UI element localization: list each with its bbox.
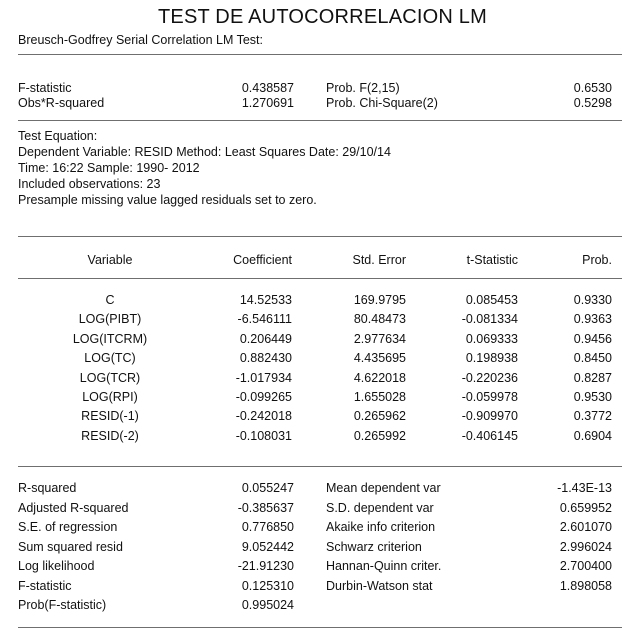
- summary-label: Akaike info criterion: [326, 520, 436, 534]
- table-row: [0, 331, 632, 347]
- summary-value: 0.055247: [241, 481, 294, 495]
- variable-name: LOG(TCR): [79, 370, 141, 385]
- summary-label: S.D. dependent var: [326, 500, 434, 515]
- prob-value: 0.9330: [573, 293, 612, 307]
- coefficient-value: -1.017934: [235, 370, 292, 385]
- summary-value: 1.898058: [559, 578, 612, 593]
- table-row: [0, 370, 632, 386]
- info-line: Dependent Variable: RESID Method: Least Squares Date: 29/10/14: [18, 145, 391, 159]
- coefficient-value: -6.546111: [237, 312, 292, 327]
- table-header: [0, 252, 632, 268]
- summary-value: -1.43E-13: [557, 481, 612, 495]
- std-error-value: 4.622018: [353, 370, 406, 385]
- variable-name: RESID(-2): [81, 428, 139, 443]
- summary-row: [0, 578, 632, 594]
- stat-label: Obs*R-squared: [18, 96, 105, 110]
- table-row: [0, 292, 632, 308]
- table-row: [0, 350, 632, 366]
- prob-value: 0.9530: [573, 390, 612, 404]
- summary-row: [0, 519, 632, 535]
- summary-label: S.E. of regression: [18, 520, 118, 534]
- summary-label: Schwarz criterion: [326, 539, 422, 554]
- summary-label: Adjusted R-squared: [18, 500, 129, 515]
- summary-label: Log likelihood: [18, 559, 95, 573]
- variable-name: RESID(-1): [81, 409, 139, 424]
- stat-value: 1.270691: [241, 96, 294, 110]
- summary-value: -21.91230: [237, 559, 294, 573]
- coefficient-value: -0.242018: [235, 409, 292, 424]
- summary-row: [0, 480, 632, 496]
- summary-label: F-statistic: [18, 578, 72, 593]
- summary-row: [0, 500, 632, 516]
- t-statistic-value: 0.198938: [465, 351, 518, 366]
- table-row: [0, 408, 632, 424]
- t-statistic-value: -0.220236: [461, 370, 518, 385]
- std-error-value: 4.435695: [353, 351, 406, 366]
- summary-label: Hannan-Quinn criter.: [326, 559, 442, 573]
- std-error-value: 0.265992: [353, 428, 406, 443]
- variable-name: LOG(PIBT): [78, 312, 142, 327]
- summary-value: 0.776850: [241, 520, 294, 534]
- summary-value: 0.995024: [241, 598, 294, 612]
- prob-value: 0.5298: [573, 96, 612, 110]
- divider: [18, 120, 622, 121]
- prob-value: 0.9456: [573, 331, 612, 346]
- info-line: Time: 16:22 Sample: 1990- 2012: [18, 161, 200, 175]
- stat-row-obs: [0, 95, 632, 111]
- std-error-value: 169.9795: [353, 293, 406, 307]
- summary-label: Mean dependent var: [326, 481, 441, 495]
- column-header: Prob.: [582, 253, 612, 267]
- summary-label: Durbin-Watson stat: [326, 578, 433, 593]
- std-error-value: 1.655028: [353, 390, 406, 404]
- coefficient-value: 0.882430: [239, 351, 292, 366]
- std-error-value: 2.977634: [353, 331, 406, 346]
- summary-row: [0, 597, 632, 613]
- summary-value: 2.700400: [559, 559, 612, 573]
- prob-value: 0.3772: [573, 409, 612, 424]
- summary-value: 9.052442: [241, 539, 294, 554]
- divider: [18, 627, 622, 628]
- t-statistic-value: -0.081334: [461, 312, 518, 327]
- table-row: [0, 428, 632, 444]
- prob-value: 0.8287: [573, 370, 612, 385]
- coefficient-value: -0.108031: [235, 428, 292, 443]
- prob-value: 0.6904: [573, 428, 612, 443]
- prob-label: Prob. Chi-Square(2): [326, 96, 438, 110]
- info-line: Test Equation:: [18, 129, 98, 143]
- prob-value: 0.9363: [573, 312, 612, 327]
- summary-label: Sum squared resid: [18, 539, 123, 554]
- prob-label: Prob. F(2,15): [326, 81, 400, 95]
- page-title: TEST DE AUTOCORRELACION LM: [158, 6, 487, 28]
- variable-name: C: [105, 293, 115, 307]
- prob-value: 0.6530: [573, 81, 612, 95]
- stat-value: 0.438587: [241, 81, 294, 95]
- std-error-value: 80.48473: [353, 312, 406, 327]
- test-subtitle: Breusch-Godfrey Serial Correlation LM Test:: [18, 33, 264, 47]
- coefficient-value: 14.52533: [239, 293, 292, 307]
- summary-value: -0.385637: [237, 500, 294, 515]
- table-row: [0, 389, 632, 405]
- variable-name: LOG(TC): [84, 351, 136, 366]
- summary-value: 0.659952: [559, 500, 612, 515]
- variable-name: LOG(RPI): [82, 390, 138, 404]
- summary-value: 0.125310: [241, 578, 294, 593]
- coefficient-value: 0.206449: [239, 331, 292, 346]
- summary-row: [0, 558, 632, 574]
- column-header: t-Statistic: [466, 253, 518, 267]
- divider: [18, 466, 622, 467]
- stat-row-fstat: [0, 80, 632, 96]
- stat-label: F-statistic: [18, 81, 72, 95]
- summary-row: [0, 539, 632, 555]
- column-header: Variable: [87, 253, 133, 267]
- t-statistic-value: -0.059978: [461, 390, 518, 404]
- std-error-value: 0.265962: [353, 409, 406, 424]
- summary-value: 2.996024: [559, 539, 612, 554]
- summary-label: Prob(F-statistic): [18, 598, 107, 612]
- column-header: Std. Error: [352, 253, 406, 267]
- summary-value: 2.601070: [559, 520, 612, 534]
- t-statistic-value: 0.069333: [465, 331, 518, 346]
- divider: [18, 278, 622, 279]
- t-statistic-value: -0.909970: [461, 409, 518, 424]
- coefficient-value: -0.099265: [235, 390, 292, 404]
- t-statistic-value: 0.085453: [465, 293, 518, 307]
- info-line: Presample missing value lagged residuals set to zero.: [18, 193, 317, 207]
- table-row: [0, 311, 632, 327]
- column-header: Coefficient: [233, 253, 292, 267]
- test-equation-info: [18, 128, 391, 208]
- summary-label: R-squared: [18, 481, 77, 495]
- divider: [18, 236, 622, 237]
- info-line: Included observations: 23: [18, 177, 161, 191]
- prob-value: 0.8450: [573, 351, 612, 366]
- variable-name: LOG(ITCRM): [72, 331, 148, 346]
- divider: [18, 54, 622, 55]
- t-statistic-value: -0.406145: [461, 428, 518, 443]
